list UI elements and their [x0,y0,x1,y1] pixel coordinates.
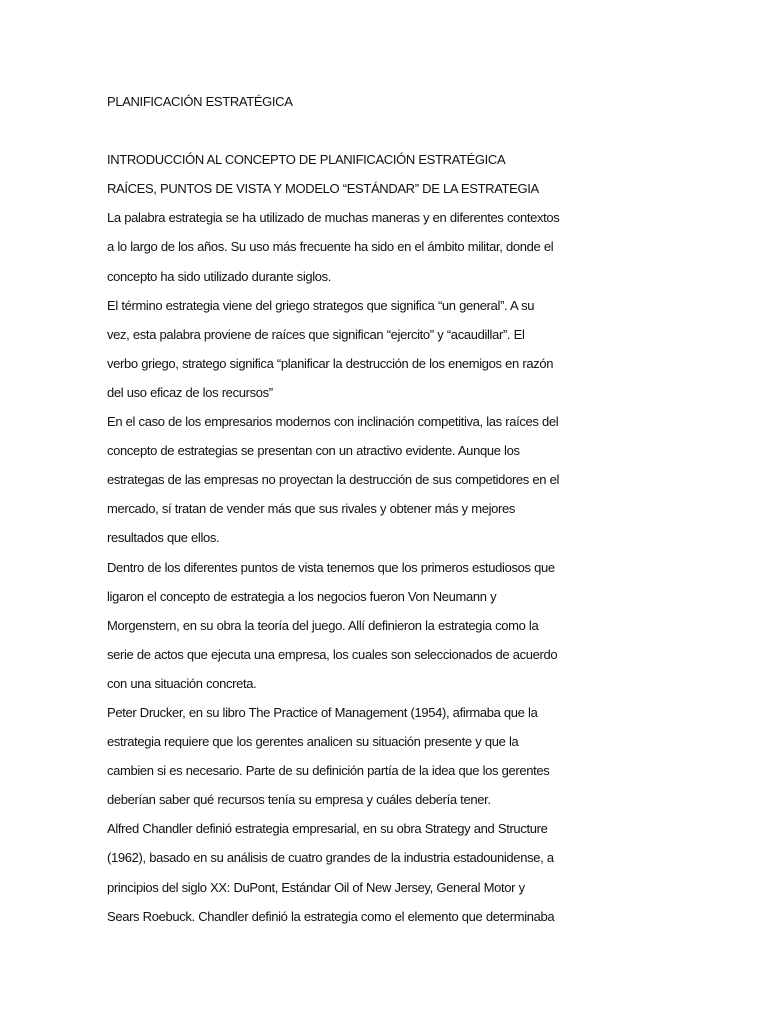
text-line: Sears Roebuck. Chandler definió la estrategia como el elemento que determinaba [107,908,555,924]
text-line: concepto ha sido utilizado durante siglos. [107,268,332,284]
text-line: (1962), basado en su análisis de cuatro grandes de la industria estadounidense, a [107,850,554,866]
text-line: deberían saber qué recursos tenía su empresa y cuáles debería tener. [107,792,491,808]
text-line: La palabra estrategia se ha utilizado de muchas maneras y en diferentes contextos [107,210,560,226]
text-line: concepto de estrategias se presentan con un atractivo evidente. Aunque los [107,443,520,459]
text-line: verbo griego, stratego significa “planificar la destrucción de los enemigos en razón [107,355,554,371]
text-line: El término estrategia viene del griego strategos que significa “un general”. A su [107,297,535,313]
text-line: estrategia requiere que los gerentes analicen su situación presente y que la [107,734,519,750]
text-line: cambien si es necesario. Parte de su definición partía de la idea que los gerentes [107,763,550,779]
text-line: serie de actos que ejecuta una empresa, los cuales son seleccionados de acuerdo [107,646,558,662]
text-line: mercado, sí tratan de vender más que sus rivales y obtener más y mejores [107,501,516,517]
subsection-heading: RAÍCES, PUNTOS DE VISTA Y MODELO “ESTÁNDAR” DE LA ESTRATEGIA [107,181,539,197]
text-line: Dentro de los diferentes puntos de vista tenemos que los primeros estudiosos que [107,559,555,575]
text-line: Alfred Chandler definió estrategia empresarial, en su obra Strategy and Structure [107,821,548,837]
text-line: del uso eficaz de los recursos” [107,384,273,400]
text-line: vez, esta palabra proviene de raíces que significan “ejercito” y “acaudillar”. El [107,326,525,342]
text-line: Peter Drucker, en su libro The Practice of Management (1954), afirmaba que la [107,704,538,720]
text-line: ligaron el concepto de estrategia a los negocios fueron Von Neumann y [107,588,497,604]
text-line: principios del siglo XX: DuPont, Estándar Oil of New Jersey, General Motor y [107,879,525,895]
blank-line [107,121,577,150]
section-heading: INTRODUCCIÓN AL CONCEPTO DE PLANIFICACIÓN ESTRATÉGICA [107,152,506,168]
text-line: En el caso de los empresarios modernos con inclinación competitiva, las raíces del [107,414,559,430]
text-line: resultados que ellos. [107,530,220,546]
text-line: con una situación concreta. [107,675,257,691]
document-body [107,92,577,936]
text-line: estrategas de las empresas no proyectan la destrucción de sus competidores en el [107,472,560,488]
text-line: Morgenstern, en su obra la teoría del juego. Allí definieron la estrategia como la [107,617,539,633]
document-title: PLANIFICACIÓN ESTRATÉGICA [107,94,293,109]
text-line: a lo largo de los años. Su uso más frecuente ha sido en el ámbito militar, donde el [107,239,554,255]
